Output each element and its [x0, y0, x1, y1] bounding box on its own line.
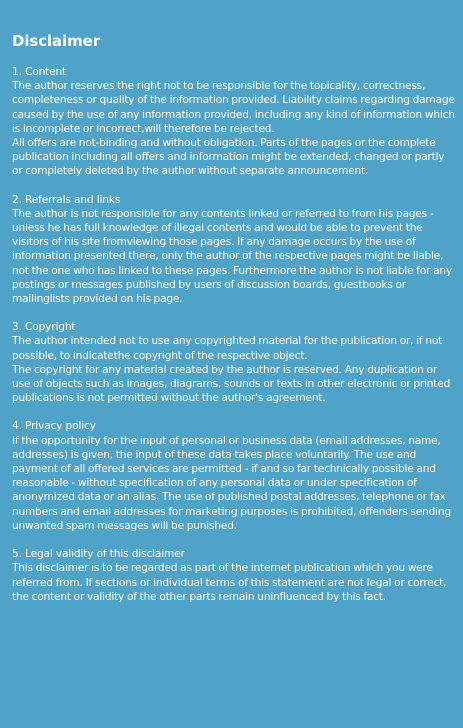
section-legal-validity [12, 547, 455, 604]
section-referrals-and-links [12, 193, 455, 307]
section-paragraph: The author reserves the right not to be responsible for the topicality, correctness, completeness or quality of the information provided. Liability claims regarding damage caused by the use of any information provided, including any kind of information which is incomplete or incorrect,will therefore be rejected. [12, 80, 455, 135]
section-heading: 3. Copyright [12, 321, 76, 334]
section-paragraph: The copyright for any material created by the author is reserved. Any duplication or use of objects such as images, diagrams, sounds or texts in other electronic or printed publications is not permitted without the author's agreement. [12, 363, 451, 405]
section-heading: 1. Content [12, 66, 67, 78]
section-heading: 2. Referrals and links [12, 193, 121, 206]
section-paragraph: This disclaimer is to be regarded as part of the internet publication which you were referred from. If sections or individual terms of this statement are not legal or correct, the content or validity of the other parts remain uninfluenced by this fact. [12, 562, 447, 603]
section-paragraph: All offers are not-binding and without obligation. Parts of the pages or the complete publication including all offers and information might be extended, changed or partly or completely deleted by the author without separate announcement. [12, 137, 445, 178]
section-copyright [12, 320, 455, 405]
section-paragraph: The author is not responsible for any contents linked or referred to from his pages - unless he has full knowledge of illegal contents and would be able to prevent the visitors of his site fromviewing those pages. If any damage occurs by the use of information presented there, only the author of the respective pages might be liable, not the one who has linked to these pages. Furthermore the author is not liable for any postings or messages published by users of discussion boards, guestbooks or mailinglists provided on his page. [12, 207, 453, 306]
section-privacy-policy [12, 419, 455, 533]
section-heading: 5. Legal validity of this disclaimer [12, 548, 185, 561]
section-content [12, 65, 455, 179]
section-heading: 4. Privacy policy [12, 420, 96, 433]
section-paragraph: The author intended not to use any copyrighted material for the publication or, if not possible, to indicatethe copyright of the respective object. [12, 335, 443, 362]
disclaimer-title: Disclaimer [12, 32, 101, 50]
section-paragraph: If the opportunity for the input of personal or business data (email addresses, name, addresses) is given, the input of these data takes place voluntarily. The use and payment of all offered services are permitted - if and so far technically possible and reasonable - without specification of any personal data or under specification of anonymized data or an alias. The use of published postal addresses, telephone or fax numbers and email addresses for marketing purposes is prohibited, offenders sending unwanted spam messages will be punished. [12, 434, 451, 532]
